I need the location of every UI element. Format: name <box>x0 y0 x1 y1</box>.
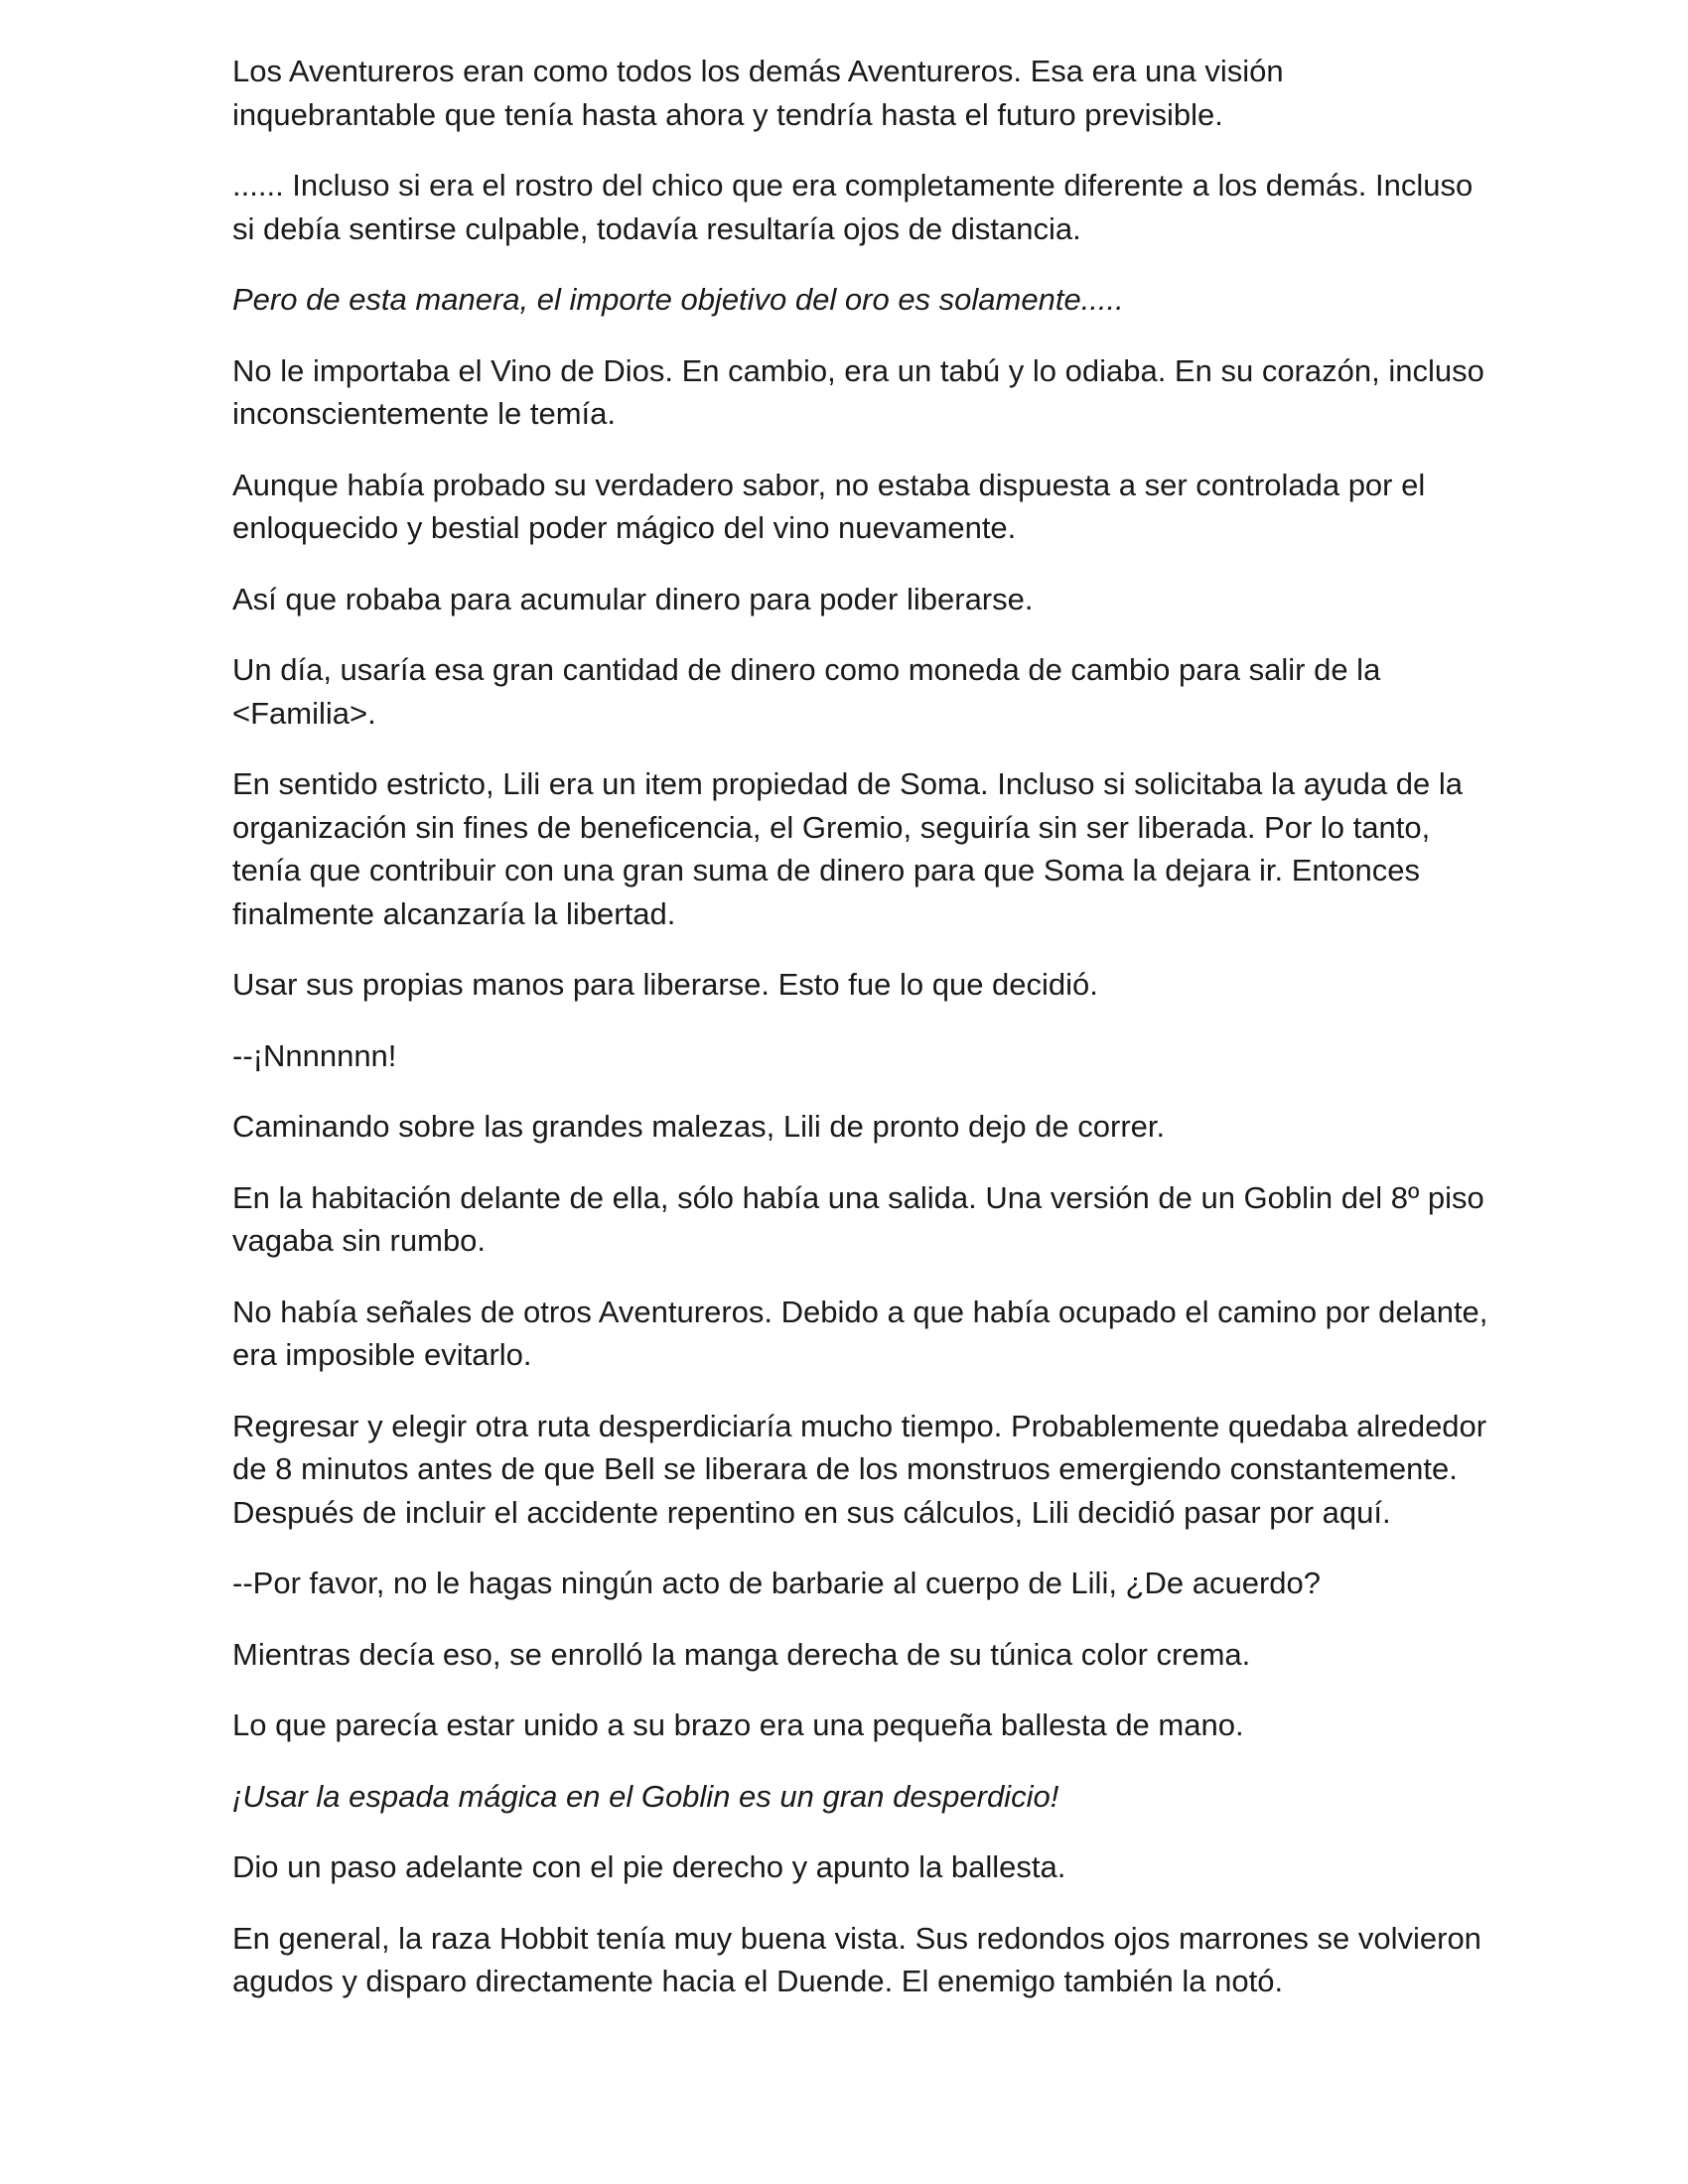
paragraph: Regresar y elegir otra ruta desperdiciaría mucho tiempo. Probablemente quedaba alrededor de 8 minutos antes de que Bell se liberara de los monstruos emergiendo constantemente. Después de incluir el accidente repentino en sus cálculos, Lili decidió pasar por aquí. <box>232 1408 1487 1530</box>
paragraph: No había señales de otros Aventureros. Debido a que había ocupado el camino por delante, era imposible evitarlo. <box>232 1294 1488 1372</box>
paragraph: En la habitación delante de ella, sólo había una salida. Una versión de un Goblin del 8º piso vagaba sin rumbo. <box>232 1179 1484 1258</box>
paragraph: Aunque había probado su verdadero sabor, no estaba dispuesta a ser controlada por el enloquecido y bestial poder mágico del vino nuevamente. <box>232 467 1426 545</box>
paragraph-italic: ¡Usar la espada mágica en el Goblin es un gran desperdicio! <box>232 1778 1059 1814</box>
paragraph-italic: Pero de esta manera, el importe objetivo del oro es solamente..... <box>232 282 1124 317</box>
paragraph: Los Aventureros eran como todos los demás Aventureros. Esa era una visión inquebrantable que tenía hasta ahora y tendría hasta el futuro previsible. <box>232 54 1284 132</box>
paragraph: --Por favor, no le hagas ningún acto de barbarie al cuerpo de Lili, ¿De acuerdo? <box>232 1566 1322 1600</box>
paragraph: --¡Nnnnnnn! <box>232 1037 397 1073</box>
paragraph: En general, la raza Hobbit tenía muy buena vista. Sus redondos ojos marrones se volvieron agudos y disparo directamente hacia el Duende. El enemigo también la notó. <box>232 1920 1481 1998</box>
paragraph: Caminando sobre las grandes malezas, Lili de pronto dejo de correr. <box>232 1109 1166 1144</box>
paragraph: Un día, usaría esa gran cantidad de dinero como moneda de cambio para salir de la <Familia>. <box>232 652 1381 731</box>
paragraph: Así que robaba para acumular dinero para poder liberarse. <box>232 581 1034 616</box>
paragraph: ...... Incluso si era el rostro del chico que era completamente diferente a los demás. Incluso si debía sentirse culpable, todavía resultaría ojos de distancia. <box>232 168 1474 246</box>
paragraph: Usar sus propias manos para liberarse. Esto fue lo que decidió. <box>232 967 1098 1002</box>
paragraph: En sentido estricto, Lili era un item propiedad de Soma. Incluso si solicitaba la ayuda de la organización sin fines de beneficencia, el Gremio, seguiría sin ser liberada. Por lo tanto, tenía que contribuir con una gran suma de dinero para que Soma la dejara ir. Entonces finalmente alcanzaría la libertad. <box>232 766 1463 931</box>
paragraph: No le importaba el Vino de Dios. En cambio, era un tabú y lo odiaba. En su corazón, incluso inconscientemente le temía. <box>232 352 1484 431</box>
paragraph: Mientras decía eso, se enrolló la manga derecha de su túnica color crema. <box>232 1636 1251 1672</box>
paragraph: Dio un paso adelante con el pie derecho y apunto la ballesta. <box>232 1849 1066 1884</box>
document-page <box>232 50 1493 2031</box>
paragraph: Lo que parecía estar unido a su brazo era una pequeña ballesta de mano. <box>232 1707 1244 1742</box>
